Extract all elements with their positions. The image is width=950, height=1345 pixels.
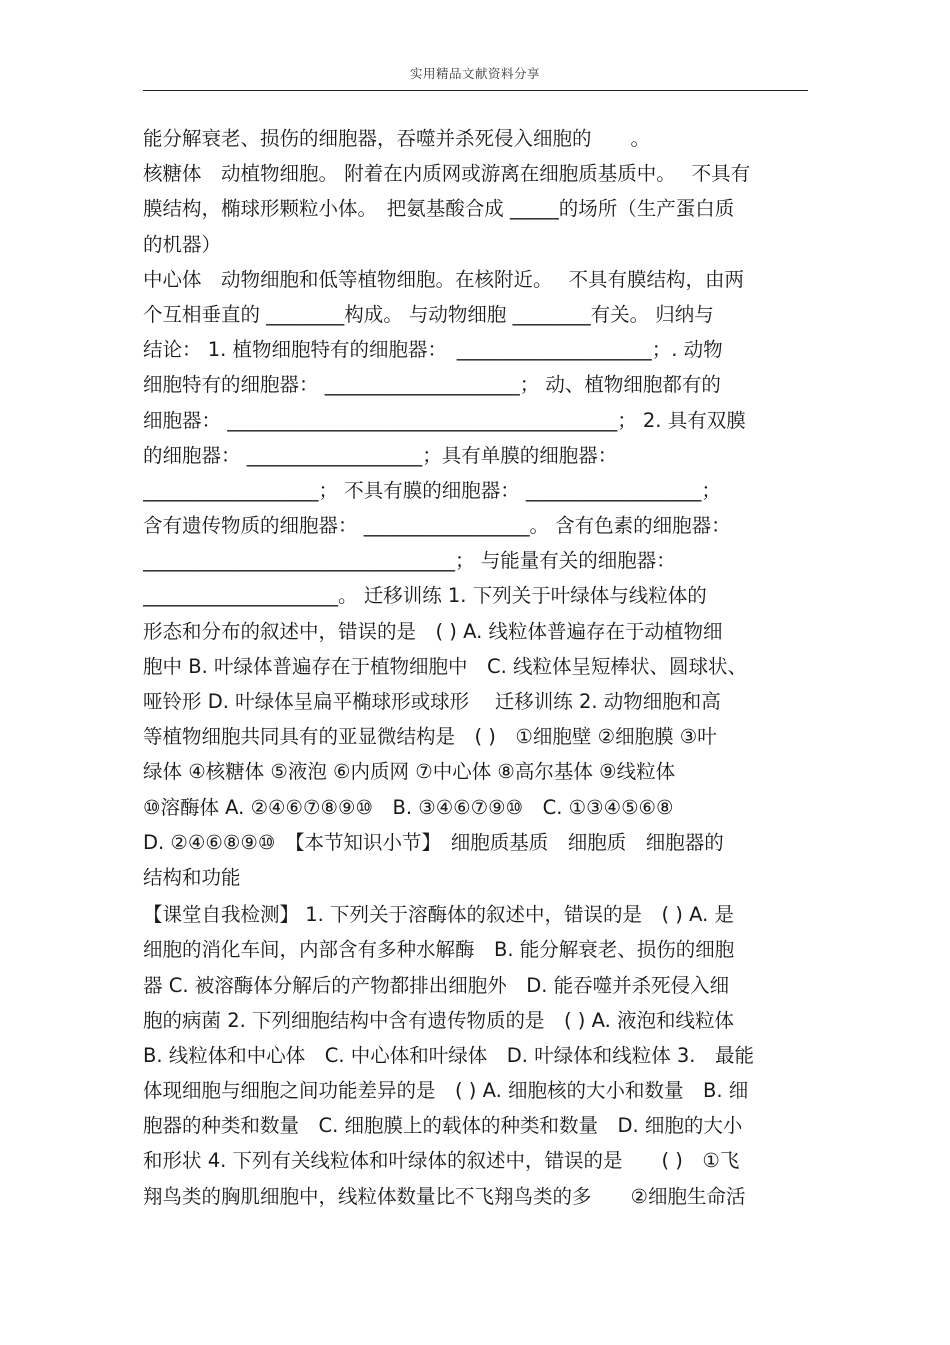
text-line: 胞中 B. 叶绿体普遍存在于植物细胞中 C. 线粒体呈短棒状、圆球状、 [143,654,747,678]
text-line: 中心体 动物细胞和低等植物细胞。在核附近。 不具有膜结构，由两 [143,267,744,291]
text-line: 哑铃形 D. 叶绿体呈扁平椭球形或球形 迁移训练 2. 动物细胞和高 [143,690,721,713]
text-line: 个互相垂直的 ________构成。 与动物细胞 ________有关。 归纳与 [143,302,714,326]
text-line: 的细胞器： __________________；具有单膜的细胞器： [143,443,618,467]
text-line: 绿体 ④核糖体 ⑤液泡 ⑥内质网 ⑦中心体 ⑧高尔基体 ⑨线粒体 [143,760,676,784]
text-line: 的机器） [143,232,222,256]
text-line: ________________________________； 与能量有关的细胞器： [143,549,676,573]
text-line: 细胞器： ________________________________________； 2. 具有双膜 [143,408,746,432]
text-line: 【课堂自我检测】 1. 下列关于溶酶体的叙述中，错误的是 ( ) A. 是 [143,903,735,927]
page-header: 实用精品文献资料分享 [409,66,540,81]
text-line: 核糖体 动植物细胞。 附着在内质网或游离在细胞质基质中。 不具有 [143,162,751,186]
text-line: 等植物细胞共同具有的亚显微结构是 ( ) ①细胞壁 ②细胞膜 ③叶 [143,725,717,749]
text-line: __________________； 不具有膜的细胞器： __________________； [143,478,721,502]
text-line: 结构和功能 [143,865,241,889]
text-line: 和形状 4. 下列有关线粒体和叶绿体的叙述中，错误的是 ( ) ①飞 [143,1149,740,1173]
header-divider [143,90,808,91]
text-line: 细胞特有的细胞器： ____________________； 动、植物细胞都有的 [143,373,721,397]
text-line: 含有遗传物质的细胞器： _________________。 含有色素的细胞器： [143,514,731,538]
text-line: ⑩溶酶体 A. ②④⑥⑦⑧⑨⑩ B. ③④⑥⑦⑨⑩ C. ①③④⑤⑥⑧ [143,795,674,819]
text-line: 细胞的消化车间，内部含有多种水解酶 B. 能分解衰老、损伤的细胞 [143,938,735,962]
text-line: 形态和分布的叙述中，错误的是 ( ) A. 线粒体普遍存在于动植物细 [143,619,723,643]
text-line: 膜结构，椭球形颗粒小体。 把氨基酸合成 _____的场所（生产蛋白质 [143,197,735,221]
text-line: B. 线粒体和中心体 C. 中心体和叶绿体 D. 叶绿体和线粒体 3. 最能 [143,1043,755,1067]
text-line: ____________________。 迁移训练 1. 下列关于叶绿体与线粒体的 [143,584,707,608]
text-line: 翔鸟类的胸肌细胞中，线粒体数量比不飞翔鸟类的多 ②细胞生命活 [143,1184,746,1208]
text-line: 结论： 1. 植物细胞特有的细胞器： ____________________；. 动物 [143,338,723,362]
text-line: 器 C. 被溶酶体分解后的产物都排出细胞外 D. 能吞噬并杀死侵入细 [143,973,730,997]
text-line: D. ②④⑥⑧⑨⑩ 【本节知识小节】 细胞质基质 细胞质 细胞器的 [143,830,724,854]
text-line: 体现细胞与细胞之间功能差异的是 ( ) A. 细胞核的大小和数量 B. 细 [143,1079,749,1103]
document-body [143,121,808,1214]
text-line: 能分解衰老、损伤的细胞器，吞噬并杀死侵入细胞的 。 [143,127,651,150]
text-line: 胞器的种类和数量 C. 细胞膜上的载体的种类和数量 D. 细胞的大小 [143,1114,743,1138]
text-line: 胞的病菌 2. 下列细胞结构中含有遗传物质的是 ( ) A. 液泡和线粒体 [143,1008,735,1032]
